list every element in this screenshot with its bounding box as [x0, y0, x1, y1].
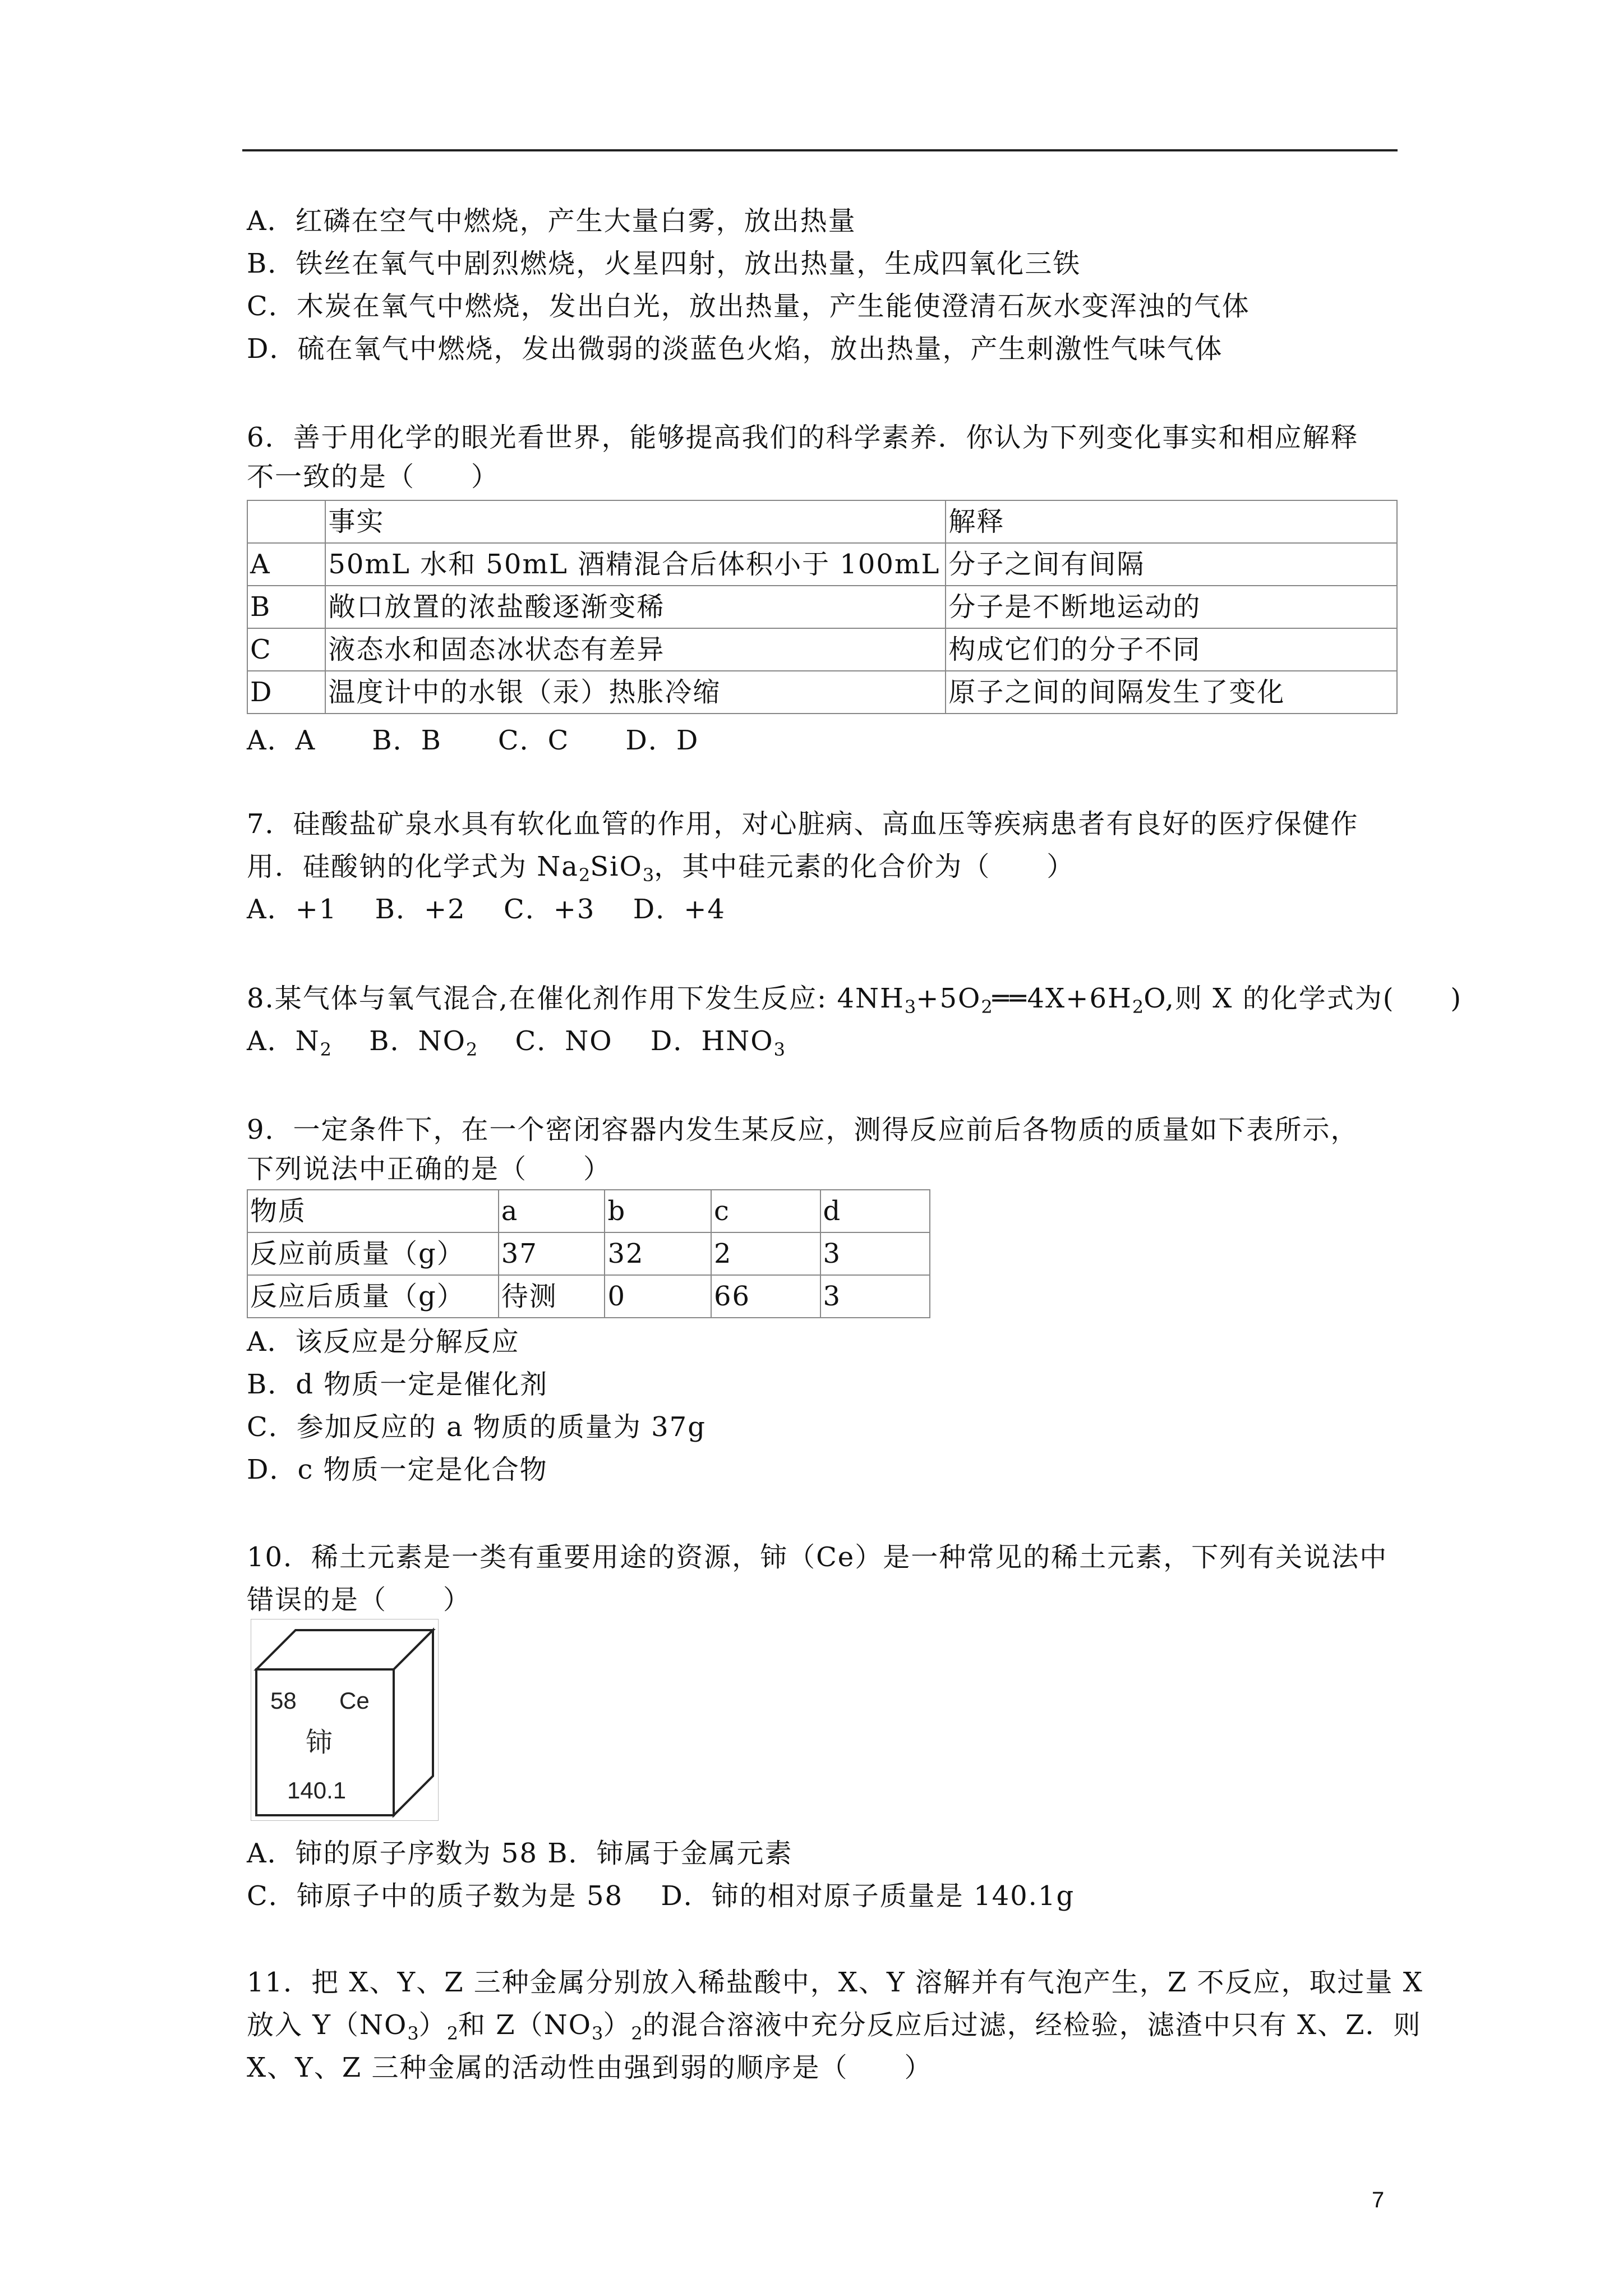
subscript: 3 — [904, 996, 916, 1018]
q10-options — [247, 1832, 1402, 1917]
table-row — [247, 671, 1397, 714]
table-cell: C — [247, 628, 325, 671]
table-cell: 37 — [499, 1232, 605, 1275]
q8-stem — [247, 977, 1463, 1020]
table-header-row — [247, 1190, 930, 1232]
element-name: 铈 — [306, 1727, 333, 1758]
table-cell: 3 — [820, 1275, 930, 1318]
q9-option-b: B．d 物质一定是催化剂 — [247, 1369, 548, 1400]
q10-stem-line1: 10．稀土元素是一类有重要用途的资源，铈（Ce）是一种常见的稀土元素，下列有关说法中 — [247, 1542, 1388, 1573]
question-7 — [247, 803, 1402, 931]
table-cell: c — [711, 1190, 820, 1232]
q10-options-line2: C．铈原子中的质子数为是 58 D．铈的相对原子质量是 140.1g — [247, 1880, 1075, 1912]
q9-option-a: A．该反应是分解反应 — [247, 1326, 520, 1358]
table-cell: 事实 — [325, 500, 946, 543]
q5-option-a: A．红磷在空气中燃烧，产生大量白雾，放出热量 — [247, 205, 856, 237]
text-run: A．N — [247, 1025, 320, 1057]
q7-stem-line2 — [247, 845, 1402, 888]
table-cell: 构成它们的分子不同 — [946, 628, 1397, 671]
q9-options — [247, 1320, 1402, 1491]
text-run: SiO — [590, 851, 643, 882]
atomic-number: 58 — [270, 1687, 297, 1714]
atomic-mass: 140.1 — [287, 1777, 347, 1803]
table-cell: 66 — [711, 1275, 820, 1318]
table-cell: 3 — [820, 1232, 930, 1275]
subscript: 2 — [981, 996, 993, 1018]
q9-table — [247, 1189, 930, 1318]
text-run: C．NO D．HNO — [477, 1025, 774, 1057]
q6-table — [247, 500, 1398, 714]
table-cell: 温度计中的水银（汞）热胀冷缩 — [325, 671, 946, 714]
table-cell: d — [820, 1190, 930, 1232]
text-run: 放入 Y（NO — [247, 2009, 408, 2041]
question-9 — [247, 1108, 1402, 1187]
table-cell: 液态水和固态冰状态有差异 — [325, 628, 946, 671]
q7-stem-line1: 7．硅酸盐矿泉水具有软化血管的作用，对心脏病、高血压等疾病患者有良好的医疗保健作 — [247, 808, 1359, 840]
q11-stem-line1: 11．把 X、Y、Z 三种金属分别放入稀盐酸中，X、Y 溶解并有气泡产生，Z 不反应，取过量 X — [247, 1967, 1423, 1998]
subscript: 2 — [446, 2023, 459, 2044]
text-run: +5O — [916, 983, 981, 1014]
table-cell: a — [499, 1190, 605, 1232]
q7-answers: A．+1 B．+2 C．+3 D．+4 — [247, 894, 726, 925]
text-run: ） — [418, 2009, 447, 2041]
subscript: 3 — [407, 2023, 419, 2044]
text-run: 用．硅酸钠的化学式为 Na — [247, 851, 579, 882]
table-cell: 分子是不断地运动的 — [946, 586, 1397, 628]
table-cell: 敞口放置的浓盐酸逐渐变稀 — [325, 586, 946, 628]
q11-stem-line3: X、Y、Z 三种金属的活动性由强到弱的顺序是（ ） — [247, 2052, 933, 2083]
table-cell: 反应前质量（g） — [247, 1232, 499, 1275]
subscript: 2 — [465, 1039, 478, 1060]
q6-stem-line1: 6．善于用化学的眼光看世界，能够提高我们的科学素养．你认为下列变化事实和相应解释 — [247, 422, 1359, 453]
q9-stem-line2: 下列说法中正确的是（ ） — [247, 1153, 612, 1185]
q6-stem-line2: 不一致的是（ ） — [247, 461, 500, 493]
table-cell: 待测 — [499, 1275, 605, 1318]
q5-option-d: D．硫在氧气中燃烧，发出微弱的淡蓝色火焰，放出热量，产生刺激性气味气体 — [247, 333, 1223, 365]
text-run: 的混合溶液中充分反应后过滤，经检验，滤渣中只有 X、Z．则 — [642, 2009, 1422, 2041]
q6-answers: A．A B．B C．C D．D — [247, 725, 699, 756]
text-run: ） — [603, 2009, 631, 2041]
subscript: 2 — [320, 1039, 332, 1060]
element-symbol: Ce — [339, 1687, 370, 1714]
text-run: ，其中硅元素的化合价为（ ） — [654, 851, 1075, 882]
table-cell: 原子之间的间隔发生了变化 — [946, 671, 1397, 714]
question-11 — [247, 1961, 1423, 2089]
q10-stem-line2: 错误的是（ ） — [247, 1584, 472, 1616]
table-cell: D — [247, 671, 325, 714]
q10-options-line1: A．铈的原子序数为 58 B．铈属于金属元素 — [247, 1838, 793, 1869]
q5-option-c: C．木炭在氧气中燃烧，发出白光，放出热量，产生能使澄清石灰水变浑浊的气体 — [247, 291, 1250, 322]
table-cell: b — [605, 1190, 711, 1232]
subscript: 3 — [642, 864, 654, 886]
subscript: 2 — [1132, 996, 1144, 1018]
table-cell: 反应后质量（g） — [247, 1275, 499, 1318]
q9-option-c: C．参加反应的 a 物质的质量为 37g — [247, 1411, 706, 1443]
table-cell — [247, 500, 325, 543]
table-cell: 物质 — [247, 1190, 499, 1232]
table-cell: 解释 — [946, 500, 1397, 543]
table-row — [247, 543, 1397, 586]
table-cell: 50mL 水和 50mL 酒精混合后体积小于 100mL — [325, 543, 946, 586]
subscript: 2 — [631, 2023, 643, 2044]
question-10 — [247, 1536, 1402, 1621]
subscript: 3 — [773, 1039, 785, 1060]
table-row — [247, 1232, 930, 1275]
table-header-row — [247, 500, 1397, 543]
page-number: 7 — [1372, 2188, 1385, 2212]
q11-stem-line2 — [247, 2004, 1422, 2046]
q9-stem-line1: 9．一定条件下，在一个密闭容器内发生某反应，测得反应前后各物质的质量如下表所示， — [247, 1114, 1359, 1145]
table-row — [247, 1275, 930, 1318]
table-cell: 0 — [605, 1275, 711, 1318]
text-run: 8.某气体与氧气混合,在催化剂作用下发生反应: 4NH — [247, 983, 905, 1014]
question-5-options — [247, 200, 1402, 370]
table-cell: 分子之间有间隔 — [946, 543, 1397, 586]
q5-option-b: B．铁丝在氧气中剧烈燃烧，火星四射，放出热量，生成四氧化三铁 — [247, 248, 1081, 279]
header-rule — [242, 149, 1398, 151]
table-row — [247, 628, 1397, 671]
periodic-element-cube — [251, 1619, 439, 1821]
text-run: 和 Z（NO — [458, 2009, 592, 2041]
text-run: ══4X+6H — [992, 983, 1132, 1014]
q8-answers — [247, 1020, 1402, 1062]
table-cell: A — [247, 543, 325, 586]
subscript: 3 — [592, 2023, 603, 2044]
table-cell: 2 — [711, 1232, 820, 1275]
text-run: B．NO — [331, 1025, 466, 1057]
table-cell: 32 — [605, 1232, 711, 1275]
question-8 — [247, 977, 1463, 1062]
table-row — [247, 586, 1397, 628]
subscript: 2 — [578, 864, 591, 886]
table-cell: B — [247, 586, 325, 628]
question-6 — [247, 416, 1402, 495]
q9-option-d: D．c 物质一定是化合物 — [247, 1454, 548, 1485]
text-run: O,则 X 的化学式为( ) — [1144, 983, 1463, 1014]
